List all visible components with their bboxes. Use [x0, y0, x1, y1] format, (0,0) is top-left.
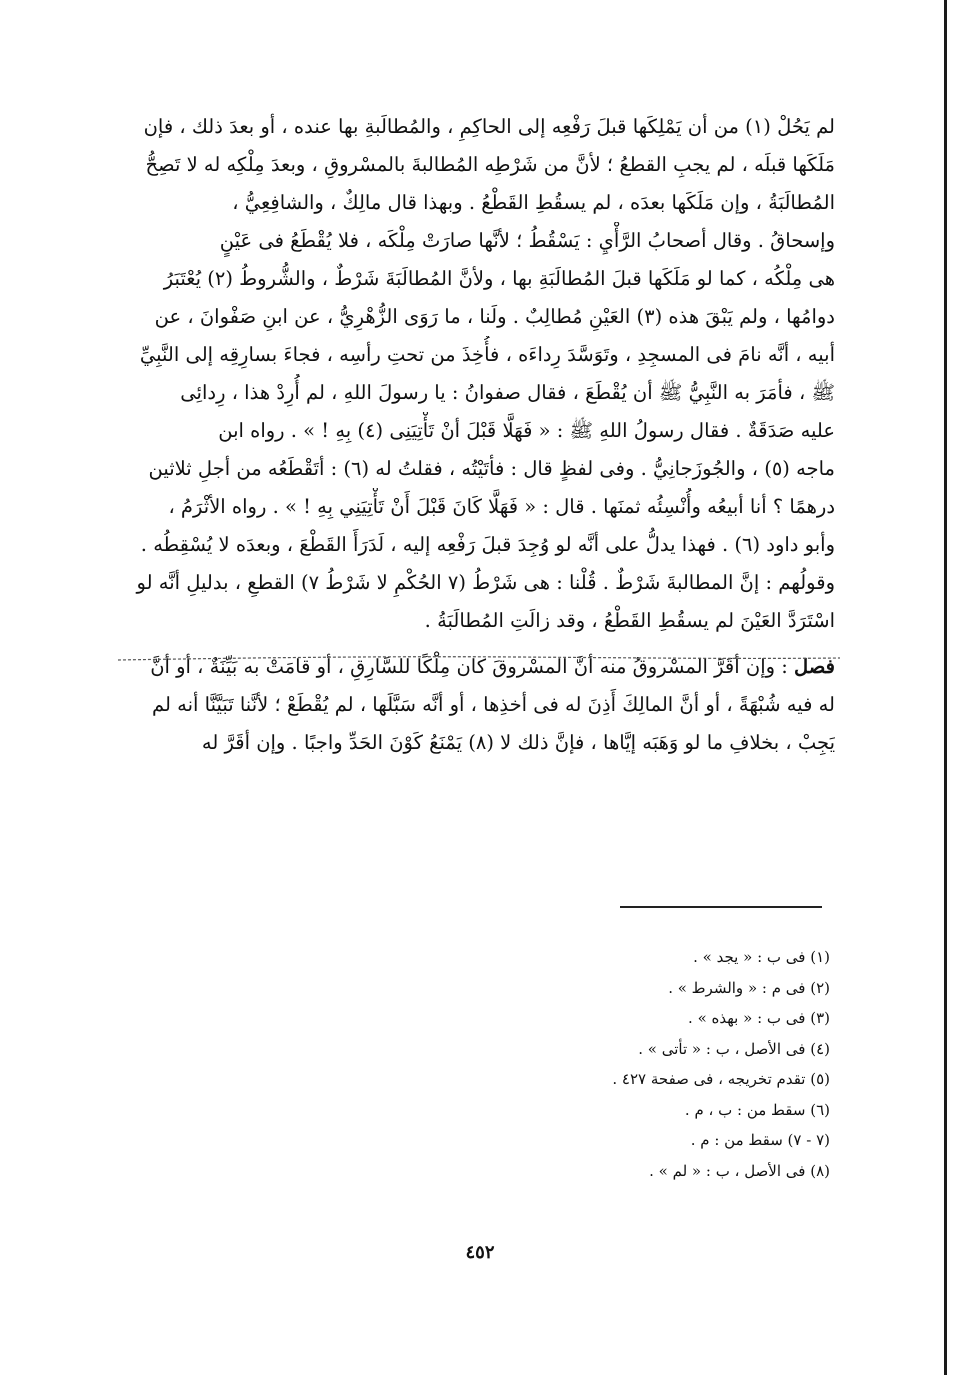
text-line: يَجِبْ ، بخلافِ ما لو وَهَبَه إيَّاها ، فإنَّ ذلك لا (٨) يَمْنَعُ كَوْنَ الحَدِّ واجبًا . وإن أقَرَّ له [201, 731, 835, 754]
text-line: له فيه شُبْهَةً ، أو أنَّ المالِكَ أَذِنَ له فى أخذِها ، أو أنَّه سَبَّلَها ، لم يُقْطَعْ ؛ لأنَّنا تَبَيَّنَّا أنه لم [152, 693, 835, 716]
text-line: أبيه ، أنَّه نامَ فى المسجِدِ ، وتَوَسَّدَ رِداءَه ، فأُخِذَ من تحتِ رأسِه ، فجاءَ بسارِقِه إلى النَّبِيِّ [139, 343, 835, 366]
page-number: ٤٥٢ [465, 1242, 495, 1263]
footnote: (٦) سقط من : ب ، م . [684, 1100, 830, 1119]
text-line: اسْتَرَدَّ العَيْنَ لم يسقُطِ القَطْعُ ، وقد زالَتِ المُطالَبَةُ . [424, 609, 835, 632]
fasl-text: : وإن أقَرَّ المسْروقُ منه أنَّ المسْروقَ كان مِلْكًا للسَّارِقِ ، أو قامَتْ به بَيِّنَةٌ ، أو أنَّ [150, 655, 788, 678]
text-line: لم يَحُلْ (١) من أن يَمْلِكَها قبلَ رَفْعِه إلى الحاكِمِ ، والمُطالَبةِ بها عنده ، أو بعدَ ذلك ، فإن [143, 115, 835, 138]
text-line: ﷺ ، فأمَرَ به النَّبِيُّ ﷺ أن يُقْطَعَ ، فقال صفوانُ : يا رسولَ اللهِ ، لم أُرِدْ هذا ، رِدائِى [180, 381, 835, 404]
text-line: ماجه (٥) ، والجُوزَجانِيُّ . وفى لفظٍ قال : فأتَيْتُه ، فقلتُ له (٦) : أتَقْطَعُه من أجلِ ثلاثين [148, 457, 835, 480]
footnote: (٥) تقدم تخريجه ، فى صفحة ٤٢٧ . [612, 1070, 830, 1088]
footnote: (٨) فى الأصل ، ب : « لم » . [649, 1161, 830, 1180]
footnote: (١) فى ب : « يجد » . [693, 948, 830, 966]
text-line: وقولُهم : إنَّ المطالبةَ شَرْطٌ . قُلْنا : هى شَرْطُ (٧ الحُكْمِ لا شَرْطُ ٧) القطعِ ، بدليلِ أنَّه لو [136, 571, 835, 594]
text-line: مَلَكَها قبلَه ، لم يجبِ القطعُ ؛ لأنَّ من شَرْطِه المُطالبةَ بالمسْروقِ ، وبعدَ مِلْكِه له لا تَصِحُّ [145, 153, 835, 176]
text-line: وإسحاقُ . وقال أصحابُ الرَّأْيِ : يَسْقُطُ ؛ لأنَّها صارَتْ مِلْكَه ، فلا يُقْطَعُ فى عَيْنٍ [219, 229, 835, 252]
footnotes-block [480, 942, 830, 1186]
footnote: (٣) فى ب : « بهذه » . [688, 1009, 830, 1027]
text-line: هى مِلْكُه ، كما لو مَلَكَها قبلَ المُطالَبَةِ بها ، ولأنَّ المُطالَبَةَ شَرْطٌ ، والشُّروطُ (٢) يُعْتَبَرُ [163, 267, 835, 290]
text-line: عليه صَدَقَةٌ . فقال رسولُ اللهِ ﷺ : « فَهَلَّا قَبْلَ أنْ تَأْتِيَنِى (٤) بِهِ ! » . رواه ابن [218, 419, 835, 442]
page-edge-line [944, 0, 947, 1375]
footnote: (٧ - ٧) سقط من : م . [690, 1131, 830, 1149]
text-line: المُطالَبَةُ ، وإن مَلَكَها بعدَه ، لم يسقُطِ القَطْعُ . وبهذا قال مالِكٌ ، والشافِعِيُّ ، [232, 191, 835, 214]
fasl-heading: فصل [794, 655, 835, 678]
footnote-separator [620, 906, 822, 908]
text-line: وأبو داود (٦) . فهذا يدلُّ على أنَّه لو وُجِدَ قبلَ رَفْعِه إليه ، لَدَرَأَ القَطْعَ ، وبعدَه لا يُسْقِطُه . [140, 533, 835, 556]
text-line: دوامُها ، ولم يَبْقَ هذه (٣) العَيْنِ مُطالِبٌ . ولَنا ، ما رَوَى الزُّهْرِيُّ ، عن ابنِ صَفْوانَ ، عن [154, 305, 835, 328]
scan-stray-mark [118, 648, 840, 666]
text-line: درهمًا ؟ أنا أبيعُه وأُنْسِئُه ثمنَها . قال : « فَهَلَّا كَانَ قَبْلَ أَنْ تَأْتِيَنِي بِهِ ! » . رواه الأثْرَمُ ، [168, 495, 835, 518]
footnote: (٢) فى م : « والشرط » . [668, 978, 830, 997]
footnote: (٤) فى الأصل ، ب : « تأتى » . [638, 1039, 830, 1058]
